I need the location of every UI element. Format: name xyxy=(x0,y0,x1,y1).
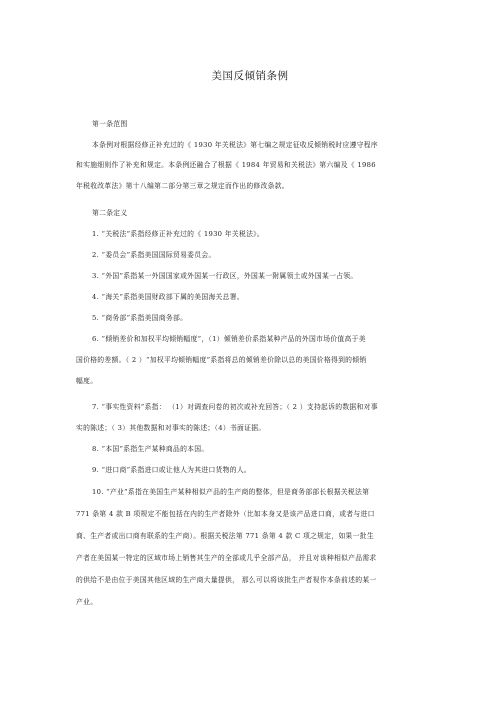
paragraph-line: 实的陈述；（ 3）其他数据和对事实的陈述；（4）书面证据。 xyxy=(76,424,266,432)
paragraph-line: 产业。 xyxy=(76,598,98,606)
definition-item: 2. “委员会”系指美国国际贸易委员会。 xyxy=(92,251,216,259)
definition-item: 10. “产业”系指在美国生产某种相似产品的生产商的整体，但是商务部部长根据关税法第 xyxy=(92,488,370,496)
definition-item: 7. “事实性资料”系指： （1）对调查问卷的初次或补充回答；（ 2 ）支持起诉的数据和对事 xyxy=(92,403,378,411)
paragraph-line: 本条例对根据经修正补充过的《 1930 年关税法》第七编之规定征收反倾销税时应遵守程序 xyxy=(92,141,379,149)
paragraph-line: 年税收改革法》第十八编第二部分第三章之规定而作出的修改条款。 xyxy=(76,182,289,190)
definition-item: 6. “倾销差价和加权平均倾销幅度”，（1）倾销差价系指某种产品的外国市场价值高于美 xyxy=(92,335,366,343)
paragraph-line: 产者在美国某一特定的区域市场上销售其生产的全部或几乎全部产品， 并且对该种相似产品需求 xyxy=(76,554,377,562)
definition-item: 9. “进口商”系指进口或让他人为其进口货物的人。 xyxy=(92,466,252,474)
paragraph-line: 和实施细则作了补充和规定。本条例还融合了根据《 1984 年贸易和关税法》第六编及《 1986 xyxy=(76,161,376,169)
definition-item: 8. “本国”系指生产某种商品的本国。 xyxy=(92,445,209,453)
paragraph-line: 771 条第 4 款 B 项规定不能包括在内的生产者除外（比如本身又是该产品进口商，或者与进口 xyxy=(76,510,375,518)
document-title: 美国反倾销条例 xyxy=(211,70,289,82)
paragraph-line: 商、生产者或出口商有联系的生产商）。根据关税法第 771 条第 4 款 C 项之规定，如果一批生 xyxy=(76,532,374,540)
paragraph-line: 的供给不是由位于美国其他区域的生产商大量提供， 那么可以将该批生产者视作本条前述的某一 xyxy=(76,576,377,584)
definition-item: 4. “海关”系指美国财政部下属的美国海关总署。 xyxy=(92,293,244,301)
definition-item: 1. “关税法”系指经修正补充过的《 1930 年关税法》。 xyxy=(92,230,264,238)
paragraph-line: 幅度。 xyxy=(76,377,98,385)
definition-item: 3. “外国”系指某一外国国家或外国某一行政区，外国某一附属领土或外国某一占领。 xyxy=(92,272,358,280)
definition-item: 5. “商务部”系指美国商务部。 xyxy=(92,314,188,322)
paragraph-line: 国价格的差额。（ 2 ）“加权平均倾销幅度”系指将总的倾销差价除以总的美国价格得到的倾销 xyxy=(76,356,367,364)
section-heading: 第二条定义 xyxy=(92,209,128,217)
section-heading: 第一条范围 xyxy=(92,120,128,128)
